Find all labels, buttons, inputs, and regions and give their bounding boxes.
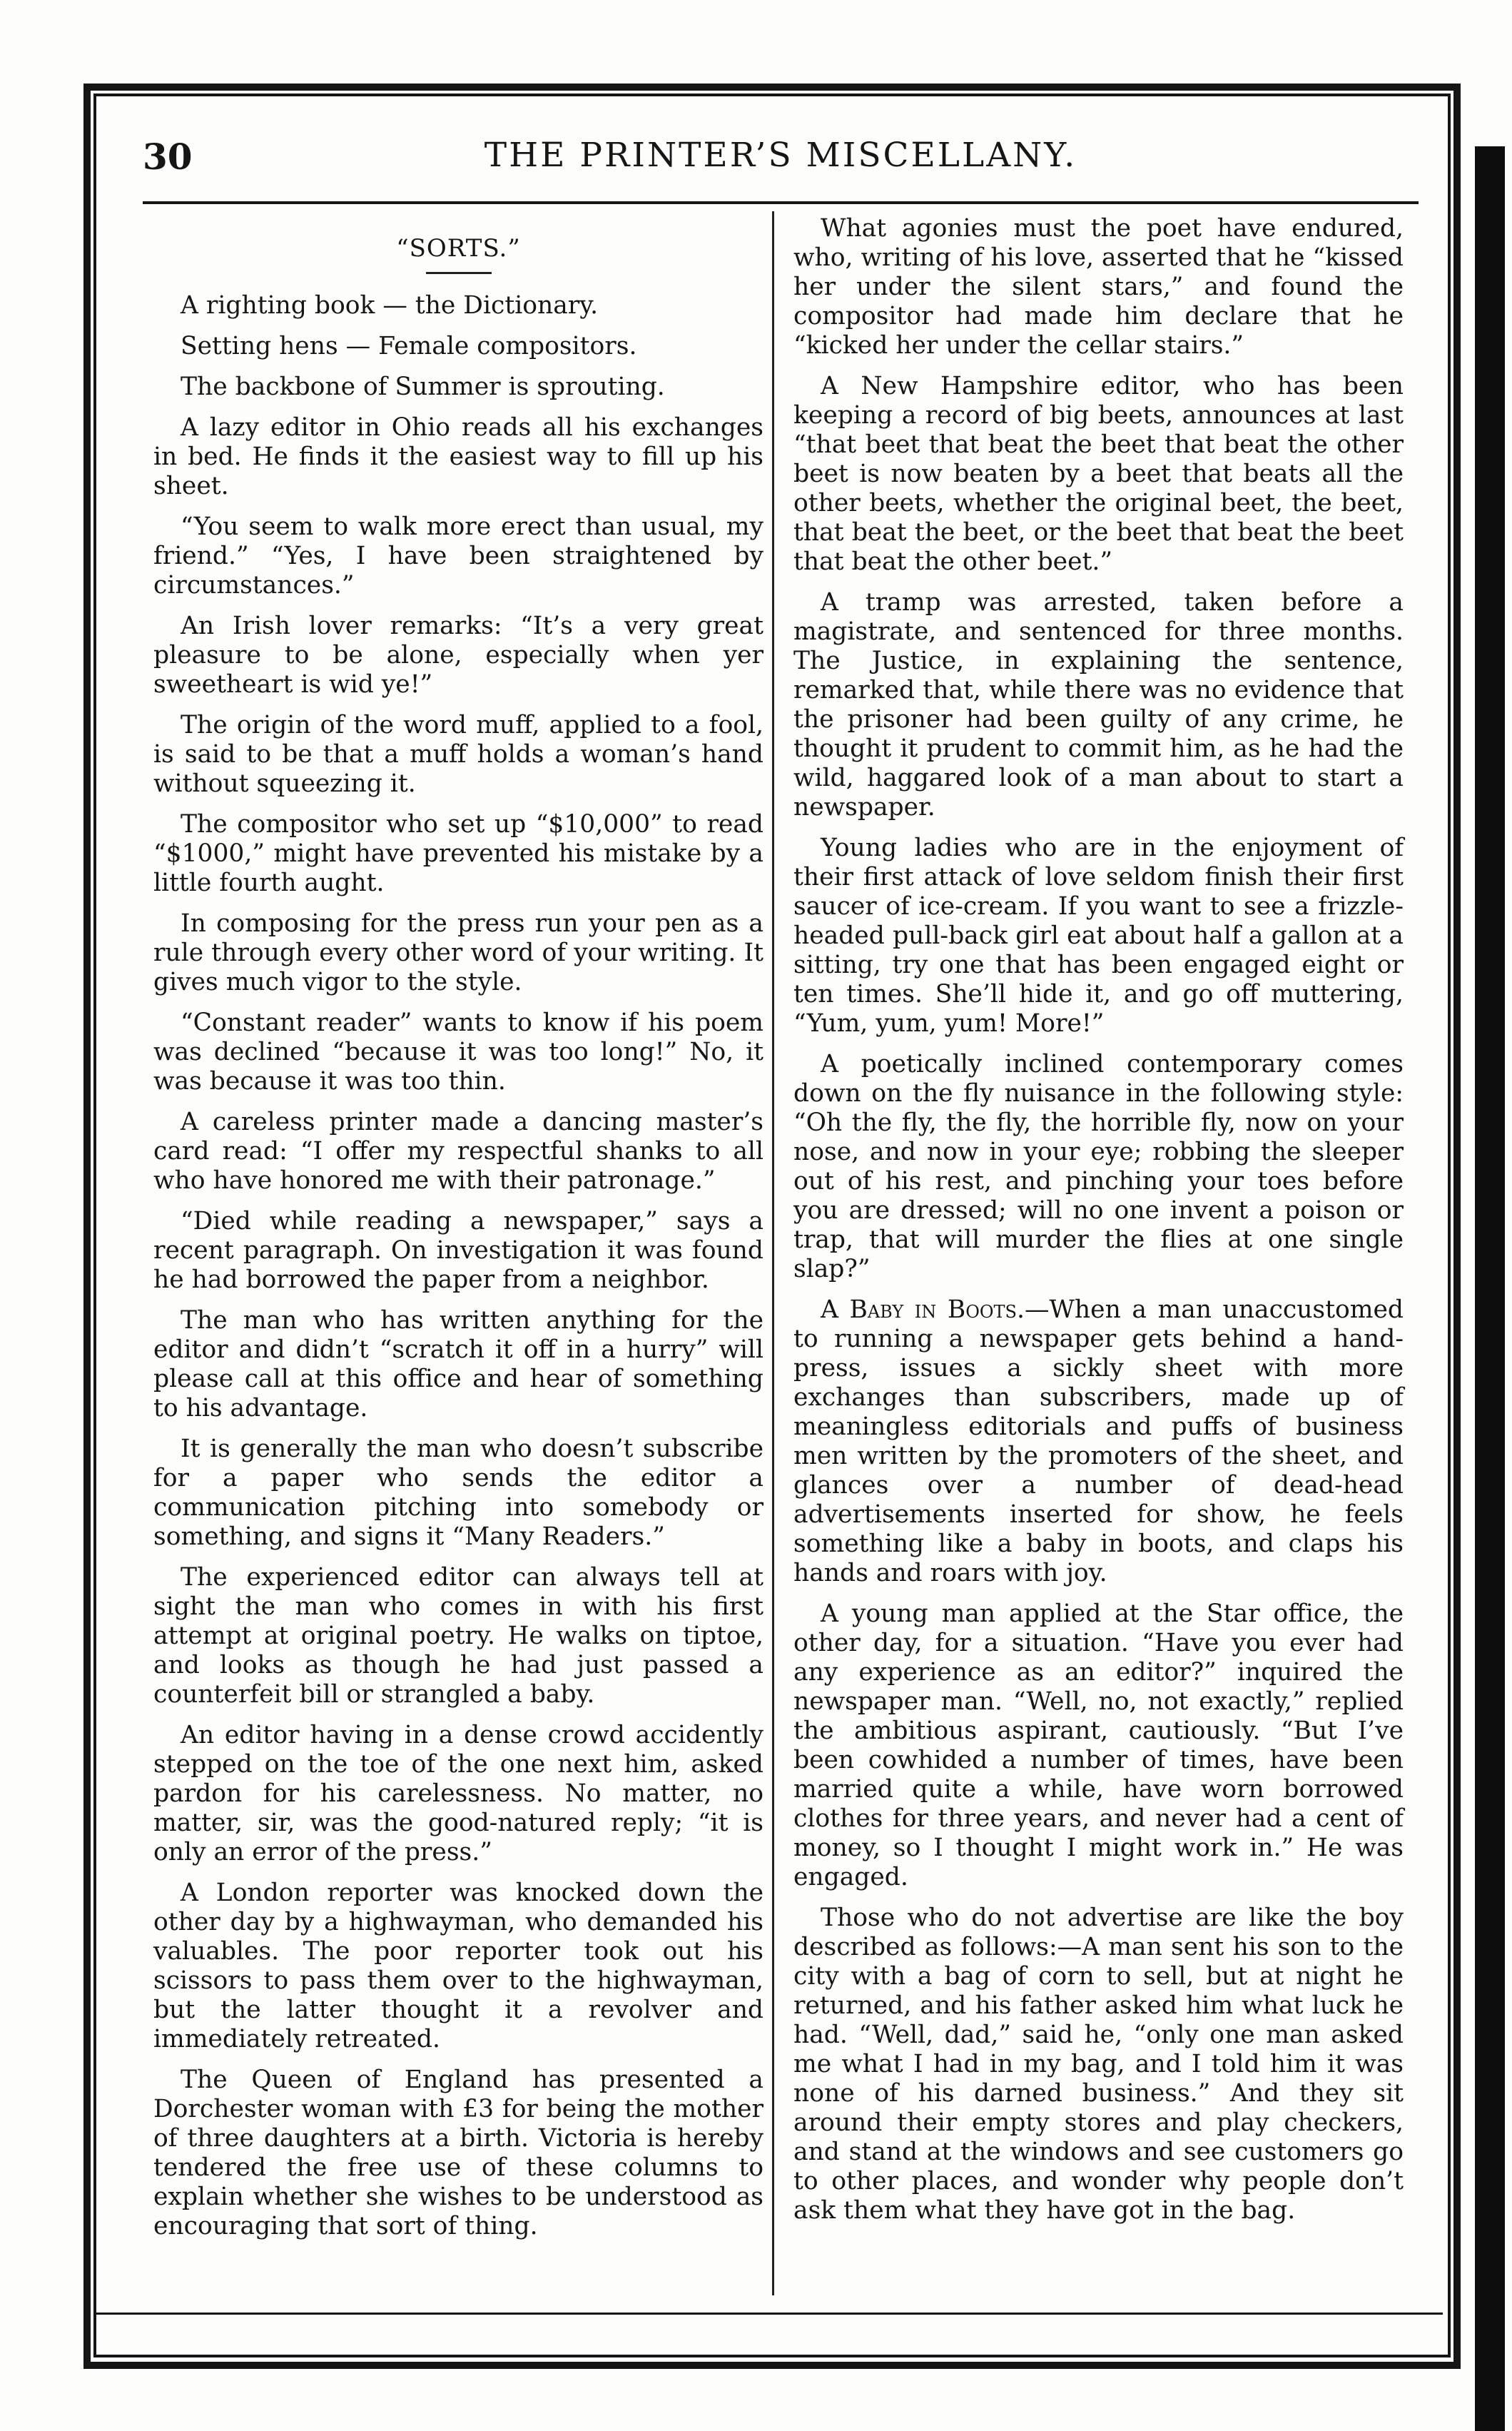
paragraph: The experienced editor can always tell at sight the man who comes in with his first attempt at original poetry. He walks on tiptoe, and looks as though he had just passed a counterfeit bill or strangled a baby. xyxy=(153,1563,763,1709)
right-column xyxy=(793,214,1404,2237)
left-column xyxy=(153,214,763,2253)
paragraph: The origin of the word muff, applied to a fool, is said to be that a muff holds a woman’s hand without squeezing it. xyxy=(153,711,763,798)
paragraph: The backbone of Summer is sprouting. xyxy=(181,373,665,401)
header-rule xyxy=(143,201,1419,204)
paragraph: Setting hens — Female compositors. xyxy=(181,332,637,360)
paragraph: A righting book — the Dictionary. xyxy=(181,291,599,320)
scan-edge-shadow xyxy=(1475,146,1505,2431)
section-title: “SORTS.” xyxy=(396,234,521,263)
paragraph: A young man applied at the Star office, the other day, for a situation. “Have you ever had any experience as an editor?” inquired the newspaper man. “Well, no, not exactly,” replied the ambitious aspirant, cautiously. “But I’ve been cowhided a number of times, have been married quite a while, have worn borrowed clothes for three years, and never had a cent of money, so I thought I might work in.” He was engaged. xyxy=(793,1599,1404,1891)
paragraph: What agonies must the poet have endured, who, writing of his love, asserted that he “kissed her under the silent stars,” and found the compositor had made him declare that he “kicked her under the cellar stairs.” xyxy=(793,214,1404,360)
paragraph: An Irish lover remarks: “It’s a very great pleasure to be alone, especially when yer sweetheart is wid ye!” xyxy=(153,612,763,699)
paragraph: A poetically inclined contemporary comes down on the fly nuisance in the following style: “Oh the fly, the fly, the horrible fly, now on your nose, and now in your eye; robbing the sleeper out of his rest, and pinching your toes before you are dressed; will no one invent a poison or trap, that will murder the flies at one single slap?” xyxy=(793,1050,1404,1283)
paragraph: In composing for the press run your pen as a rule through every other word of your writing. It gives much vigor to the style. xyxy=(153,909,763,996)
paragraph: A lazy editor in Ohio reads all his exchanges in bed. He finds it the easiest way to fill up his sheet. xyxy=(153,413,763,500)
section-title-rule xyxy=(426,272,492,274)
paragraph: The compositor who set up “$10,000” to read “$1000,” might have prevented his mistake by a little fourth aught. xyxy=(153,810,763,897)
paragraph: The man who has written anything for the editor and didn’t “scratch it off in a hurry” will please call at this office and hear of something to his advantage. xyxy=(153,1306,763,1422)
running-title: THE PRINTER’S MISCELLANY. xyxy=(484,136,1077,175)
paragraph: A careless printer made a dancing master’s card read: “I offer my respectful shanks to all who have honored me with their patronage.” xyxy=(153,1108,763,1195)
column-divider xyxy=(772,211,774,2295)
paragraph: A London reporter was knocked down the other day by a highwayman, who demanded his valuables. The poor reporter took out his scissors to pass them over to the highwayman, but the latter thought it a revolver and immediately retreated. xyxy=(153,1879,763,2053)
paragraph: “Constant reader” wants to know if his poem was declined “because it was too long!” No, it was because it was too thin. xyxy=(153,1009,763,1096)
page-header xyxy=(143,136,1419,186)
paragraph: An editor having in a dense crowd accidently stepped on the toe of the one next him, asked pardon for his carelessness. No matter, no matter, sir, was the good-natured reply; “it is only an error of the press.” xyxy=(153,1721,763,1866)
paragraph: A tramp was arrested, taken before a magistrate, and sentenced for three months. The Justice, in explaining the sentence, remarked that, while there was no evidence that the prisoner had been guilty of any crime, he thought it prudent to commit him, as he had the wild, haggared look of a man about to start a newspaper. xyxy=(793,588,1404,822)
paragraph-text: —When a man unaccustomed to running a newspaper gets behind a hand-press, issues a sickly sheet with more exchanges than subscribers, made up of meaningless editorials and puffs of business men written by the promoters of the sheet, and glances over a number of dead-head advertisements inserted for show, he feels something like a baby in boots, and claps his hands and roars with joy. xyxy=(793,1295,1404,1587)
baby-in-boots-paragraph xyxy=(793,1295,1404,1588)
run-in-heading: A Baby in Boots. xyxy=(821,1295,1025,1324)
paragraph: “You seem to walk more erect than usual, my friend.” “Yes, I have been straightened by circumstances.” xyxy=(153,512,763,600)
paragraph: Young ladies who are in the enjoyment of their first attack of love seldom finish their first saucer of ice-cream. If you want to see a frizzle-headed pull-back girl eat about half a gallon at a sitting, try one that has been engaged eight or ten times. She’ll hide it, and go off muttering, “Yum, yum, yum! More!” xyxy=(793,834,1404,1038)
paragraph: A New Hampshire editor, who has been keeping a record of big beets, announces at last “that beet that beat the beet that beat the other beet is now beaten by a beet that beats all the other beets, whether the original beet, the beet, that beat the beet, or the beet that beat the beet that beat the other beet.” xyxy=(793,372,1404,576)
paragraph: “Died while reading a newspaper,” says a recent paragraph. On investigation it was found he had borrowed the paper from a neighbor. xyxy=(153,1207,763,1294)
paragraph: The Queen of England has presented a Dorchester woman with £3 for being the mother of three daughters at a birth. Victoria is hereby tendered the free use of these columns to explain whether she wishes to be understood as encouraging that sort of thing. xyxy=(153,2066,763,2240)
paragraph: It is generally the man who doesn’t subscribe for a paper who sends the editor a communication pitching into somebody or something, and signs it “Many Readers.” xyxy=(153,1435,763,1551)
footer-rule xyxy=(96,2313,1443,2315)
paragraph: Those who do not advertise are like the boy described as follows:—A man sent his son to the city with a bag of corn to sell, but at night he returned, and his father asked him what luck he had. “Well, dad,” said he, “only one man asked me what I had in my bag, and I told him it was none of his darned business.” And they sit around their empty stores and play checkers, and stand at the windows and see customers go to other places, and wonder why people don’t ask them what they have got in the bag. xyxy=(793,1904,1404,2225)
page-number: 30 xyxy=(143,136,193,178)
